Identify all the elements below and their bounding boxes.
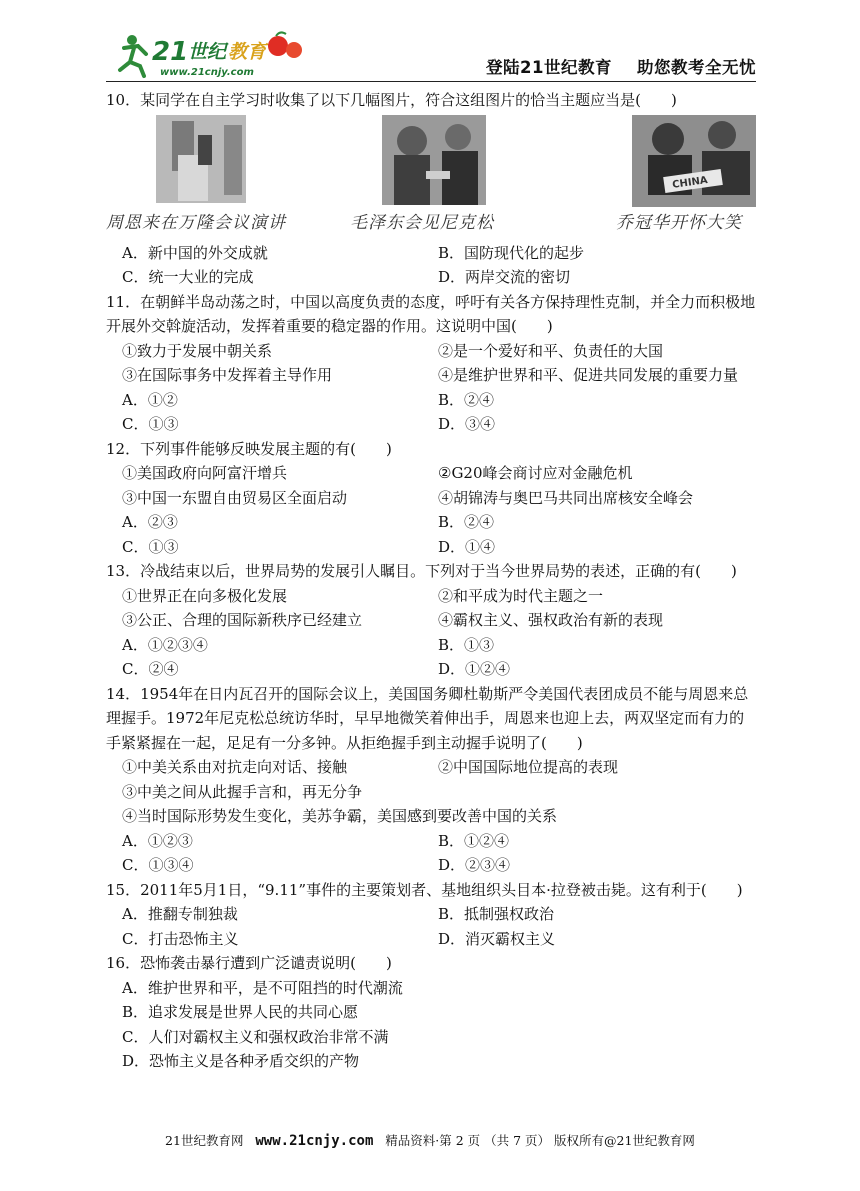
option-a[interactable]: A．①②③ [122,831,193,850]
statement-item: ④是维护世界和平、促进共同发展的重要力量 [438,366,739,384]
option-a[interactable]: A．①②③④ [122,635,208,654]
statement-item: ①致力于发展中朝关系 [122,341,273,360]
footer-left: 21世纪教育网 [165,1133,256,1148]
option-b[interactable]: B．①②④ [438,831,510,850]
question-11 [106,290,756,437]
option-c[interactable]: C．①③④ [122,856,194,874]
statement-item: ②是一个爱好和平、负责任的大国 [438,341,664,360]
option-c[interactable]: C．打击恐怖主义 [122,929,239,948]
svg-text:21: 21 [152,37,189,67]
option-b[interactable]: B．①③ [438,635,495,654]
question-13 [106,559,756,682]
statement-item: ③中美之间从此握手言和，再无分争 [122,782,363,801]
statement-item: ③在国际事务中发挥着主导作用 [122,366,333,384]
option-c[interactable]: C．①③ [122,537,179,556]
question-stem: 10．某同学在自主学习时收集了以下几幅图片，符合这组图片的恰当主题应当是( ) [106,91,677,109]
question-16 [106,951,756,1074]
question-15 [106,878,756,952]
option-b[interactable]: B．抵制强权政治 [438,905,555,923]
option-c[interactable]: C．②④ [122,660,179,678]
question-list [106,88,756,1074]
statement-item: ①美国政府向阿富汗增兵 [122,464,288,482]
svg-text:教育: 教育 [228,41,267,63]
statement-item: ④霸权主义、强权政治有新的表现 [438,611,664,629]
option-b[interactable]: B．追求发展是世界人民的共同心愿 [122,1003,359,1021]
photo-caption: 周恩来在万隆会议演讲 [106,212,286,233]
option-d[interactable]: D．恐怖主义是各种矛盾交织的产物 [122,1052,360,1070]
option-a[interactable]: A．推翻专制独裁 [122,905,238,923]
site-logo [110,30,310,82]
statement-item: ①中美关系由对抗走向对话、接触 [122,758,348,776]
statement-item: ④胡锦涛与奥巴马共同出席核安全峰会 [438,488,694,507]
statement-item: ②中国国际地位提高的表现 [438,758,619,776]
question-stem: 12．下列事件能够反映发展主题的有( ) [106,439,392,458]
china-sign: CHINA [671,174,709,191]
statement-item: ②G20峰会商讨应对金融危机 [438,464,633,482]
question-stem: 15．2011年5月1日，“9.11”事件的主要策划者、基地组织头目本·拉登被击毙。这有利于( ) [106,880,743,899]
option-d[interactable]: D．消灭霸权主义 [438,929,556,948]
question-stem: 11．在朝鲜半岛动荡之时，中国以高度负责的态度，呼吁有关各方保持理性克制，并全力而积极地开展外交斡旋活动，发挥着重要的稳定器的作用。这说明中国( ) [106,292,756,335]
option-a[interactable]: A．新中国的外交成就 [122,243,268,262]
option-d[interactable]: D．①②④ [438,660,511,678]
svg-text:世纪: 世纪 [188,41,227,63]
statement-item: ④当时国际形势发生变化，美苏争霸，美国感到要改善中国的关系 [122,807,558,825]
statement-item: ②和平成为时代主题之一 [438,586,604,605]
question-stem: 16．恐怖袭击暴行遭到广泛谴责说明( ) [106,954,392,972]
question-stem: 13．冷战结束以后，世界局势的发展引人瞩目。下列对于当今世界局势的表述，正确的有( ) [106,562,737,580]
question-stem: 14．1954年在日内瓦召开的国际会议上，美国国务卿杜勒斯严令美国代表团成员不能与周恩来总理握手。1972年尼克松总统访华时，早早地微笑着伸出手，周恩来也迎上去，两双坚定而有力的手紧紧握在一起，足足有一分多钟。从拒绝握手到主动握手说明了( ) [106,684,749,752]
statement-item: ③公正、合理的国际新秩序已经建立 [122,611,363,629]
statement-item: ①世界正在向多极化发展 [122,586,288,605]
option-d[interactable]: D．②③④ [438,856,511,874]
question-10 [106,88,756,290]
option-c[interactable]: C．①③ [122,415,179,433]
photo-caption: 毛泽东会见尼克松 [350,212,494,233]
page-footer [0,1131,860,1149]
footer-right: 精品资料·第 2 页 （共 7 页） 版权所有@21世纪教育网 [373,1133,695,1148]
statement-item: ③中国一东盟自由贸易区全面启动 [122,488,348,507]
svg-text:www.21cnjy.com: www.21cnjy.com [160,67,254,78]
option-a[interactable]: A．②③ [122,513,178,531]
option-d[interactable]: D．①④ [438,537,496,556]
footer-site-link[interactable]: www.21cnjy.com [255,1133,374,1149]
photo-caption: 乔冠华开怀大笑 [616,212,742,233]
header-slogan: 登陆21世纪教育 助您教考全无忧 [486,58,756,77]
header-divider [106,81,756,82]
option-d[interactable]: D．两岸交流的密切 [438,268,571,286]
option-b[interactable]: B．②④ [438,513,495,531]
option-c[interactable]: C．统一大业的完成 [122,268,254,286]
option-d[interactable]: D．③④ [438,415,496,433]
page-header [0,0,860,84]
option-a[interactable]: A．①② [122,390,178,409]
question-14 [106,682,756,878]
option-b[interactable]: B．国防现代化的起步 [438,243,585,262]
question-12 [106,437,756,560]
option-b[interactable]: B．②④ [438,390,495,409]
option-c[interactable]: C．人们对霸权主义和强权政治非常不满 [122,1027,389,1046]
option-a[interactable]: A．维护世界和平，是不可阻挡的时代潮流 [122,978,403,997]
photo-strip [106,115,756,239]
